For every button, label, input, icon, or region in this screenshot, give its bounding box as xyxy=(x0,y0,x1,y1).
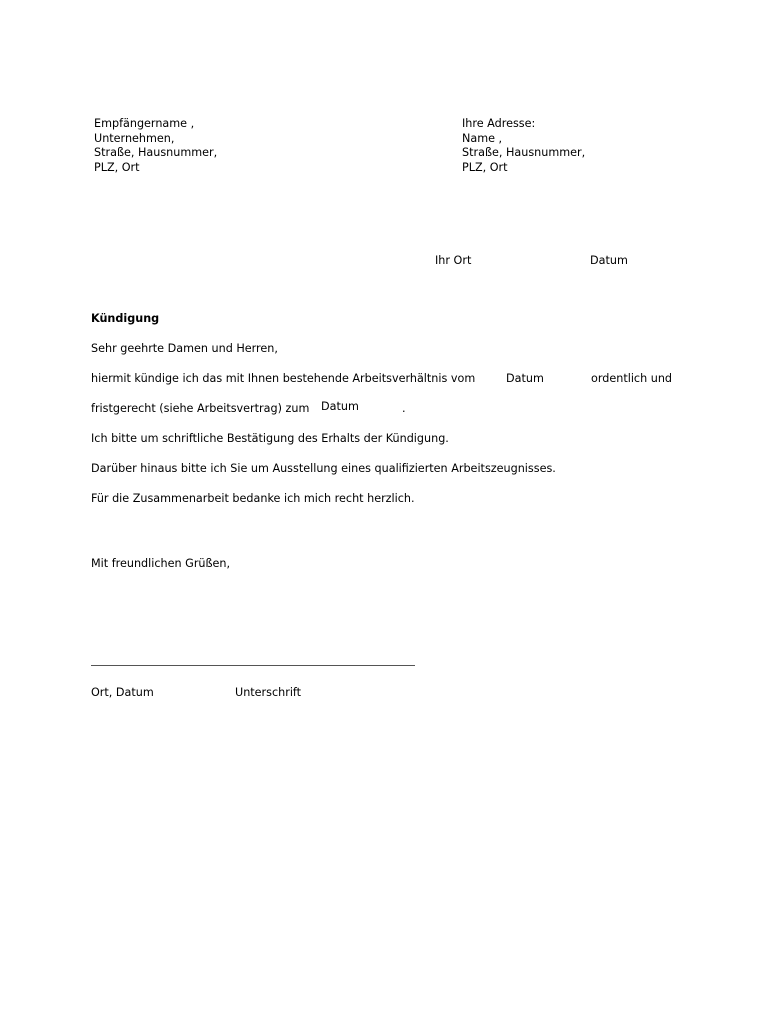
body-line-1-end: ordentlich und xyxy=(591,372,673,385)
signature-label: Unterschrift xyxy=(235,686,302,699)
body-line-2-end: . xyxy=(402,402,406,415)
end-date-field: Datum xyxy=(321,400,359,413)
body-line-1-text: hiermit kündige ich das mit Ihnen bestehende Arbeitsverhältnis vom xyxy=(91,372,476,385)
signature-line xyxy=(91,665,415,666)
sender-name: Name , xyxy=(462,131,503,145)
letter-date: Datum xyxy=(590,254,628,267)
body-paragraph-reference: Darüber hinaus bitte ich Sie um Ausstellung eines qualifizierten Arbeitszeugnisses. xyxy=(91,462,556,475)
sender-street: Straße, Hausnummer, xyxy=(462,146,586,159)
sender-heading: Ihre Adresse: xyxy=(462,117,536,130)
recipient-city: PLZ, Ort xyxy=(94,160,140,174)
recipient-street: Straße, Hausnummer, xyxy=(94,146,218,159)
letter-subject: Kündigung xyxy=(91,312,160,325)
body-line-2-text: fristgerecht (siehe Arbeitsvertrag) zum xyxy=(91,402,310,415)
letter-closing: Mit freundlichen Grüßen, xyxy=(91,557,231,570)
place-date-label: Ort, Datum xyxy=(91,686,154,699)
recipient-company: Unternehmen, xyxy=(94,131,175,145)
letter-place: Ihr Ort xyxy=(435,254,472,267)
sender-city: PLZ, Ort xyxy=(462,160,508,174)
body-paragraph-thanks: Für die Zusammenarbeit bedanke ich mich recht herzlich. xyxy=(91,492,415,505)
sender-address xyxy=(462,117,585,175)
recipient-address xyxy=(94,117,217,175)
recipient-name: Empfängername , xyxy=(94,117,195,130)
start-date-field: Datum xyxy=(506,372,544,385)
letter-salutation: Sehr geehrte Damen und Herren, xyxy=(91,342,278,355)
body-paragraph-confirmation: Ich bitte um schriftliche Bestätigung des Erhalts der Kündigung. xyxy=(91,432,449,445)
